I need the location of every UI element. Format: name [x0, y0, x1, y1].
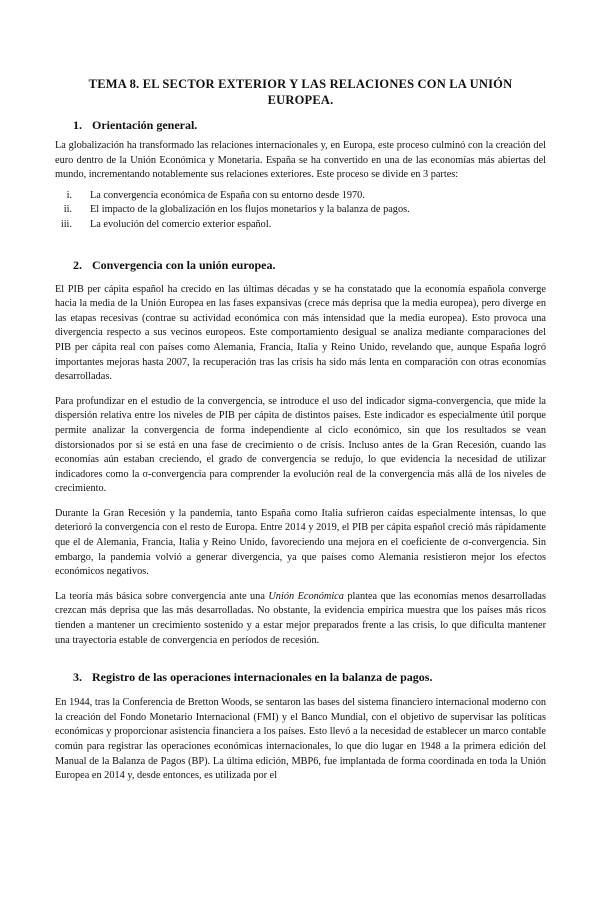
paragraph-text: plantea que las economías menos desarrolladas crezcan más deprisa que las más desarrolladas. No obstante, la evidencia empírica muestra que los países más ricos tienden a mantener un crecimiento sostenido y a estar mejor preparados frente a las crisis, lo que dificulta mantener una trayectoria estable de convergencia en períodos de recesión. — [55, 590, 546, 646]
section-title: Registro de las operaciones internacionales en la balanza de pagos. — [92, 670, 433, 685]
section-balanza-pagos — [55, 669, 546, 784]
paragraph: Durante la Gran Recesión y la pandemia, tanto España como Italia sufrieron caídas especialmente intensas, lo que deterioró la convergencia con el resto de Europa. Entre 2014 y 2019, el PIB per cápita español creció más rápidamente que el de Alemania, Francia, Italia y Reino Unido, favoreciendo una mejora en el coeficiente de σ-convergencia. Sin embargo, la pandemia volvió a generar divergencia, ya que países como Alemania resistieron mejor los efectos económicos negativos. — [55, 507, 546, 578]
section-orientacion — [55, 117, 546, 233]
document-page — [0, 76, 599, 924]
paragraph: En 1944, tras la Conferencia de Bretton Woods, se sentaron las bases del sistema financiero internacional moderno con la creación del Fondo Monetario Internacional (FMI) y el Banco Mundial, con el objetivo de supervisar las políticas económicas y proporcionar asistencia financiera a los países. Esto llevó a la necesidad de establecer un marco contable común para registrar las operaciones económicas internacionales, lo que dio lugar en 1948 a la primera edición del Manual de la Balanza de Pagos (BP). La última edición, MBP6, fue implantada de forma coordinada en toda la Unión Europea en 2014 y, desde entonces, es utilizada por el — [55, 697, 546, 782]
roman-list — [55, 189, 546, 233]
italic-term: Unión Económica — [268, 590, 344, 602]
section-heading — [55, 669, 546, 685]
section-number: 1. — [73, 118, 82, 132]
document-title: TEMA 8. EL SECTOR EXTERIOR Y LAS RELACIONES CON LA UNIÓN EUROPEA. — [88, 77, 513, 107]
list-item — [55, 189, 546, 204]
list-item-text: El impacto de la globalización en los flujos monetarios y la balanza de pagos. — [90, 204, 410, 216]
list-item — [55, 203, 546, 218]
section-number: 3. — [73, 670, 82, 685]
section-title: Convergencia con la unión europea. — [92, 257, 276, 272]
section-heading — [55, 117, 546, 133]
list-marker: ii. — [63, 204, 72, 216]
list-marker: i. — [66, 189, 72, 201]
paragraph — [55, 590, 546, 648]
section-heading — [55, 257, 546, 273]
list-item-text: La evolución del comercio exterior español. — [90, 218, 272, 230]
paragraph: Para profundizar en el estudio de la convergencia, se introduce el uso del indicador sigma-convergencia, que mide la dispersión relativa entre los niveles de PIB per cápita de distintos países. Este indicador es especialmente útil porque permite analizar la convergencia de forma independiente al ciclo económico, sin que los resultados se vean distorsionados por si se está en una fase de crecimiento o de crisis. Incluso antes de la Gran Recesión, cuando las economías aún estaban creciendo, el grado de convergencia se redujo, lo que evidencia la necesidad de utilizar indicadores como la σ-convergencia para comprender la evolución real de la convergencia más allá de los niveles de crecimiento. — [55, 395, 546, 495]
paragraph: El PIB per cápita español ha crecido en las últimas décadas y se ha constatado que la economía española converge hacia la media de la Unión Europea en las fases expansivas (crece más deprisa que la media europea), pero diverge en las etapas recesivas (contrae su actividad económica con más intensidad que la media europea). Esto provoca una divergencia respecto a sus vecinos europeos. Este comportamiento desigual se analiza mediante comparaciones del PIB per cápita real con países como Alemania, Francia, Italia y Reino Unido, revelando que, aunque España logró importantes mejoras hasta 2007, la recuperación tras las crisis ha sido más lenta en comparación con otras economías desarrolladas. — [55, 283, 546, 383]
paragraph-text: La teoría más básica sobre convergencia ante una — [55, 590, 269, 602]
list-item-text: La convergencia económica de España con su entorno desde 1970. — [90, 189, 365, 201]
section-title: Orientación general. — [92, 118, 198, 132]
list-marker: iii. — [60, 218, 72, 230]
section-number: 2. — [73, 257, 82, 272]
list-item — [55, 218, 546, 233]
section-convergencia — [55, 257, 546, 649]
paragraph: La globalización ha transformado las relaciones internacionales y, en Europa, este proceso culminó con la creación del euro dentro de la Unión Económica y Monetaria. España se ha convertido en una de las economías más abiertas del mundo, incrementando notablemente sus relaciones exteriores. Este proceso se divide en 3 partes: — [55, 140, 546, 181]
